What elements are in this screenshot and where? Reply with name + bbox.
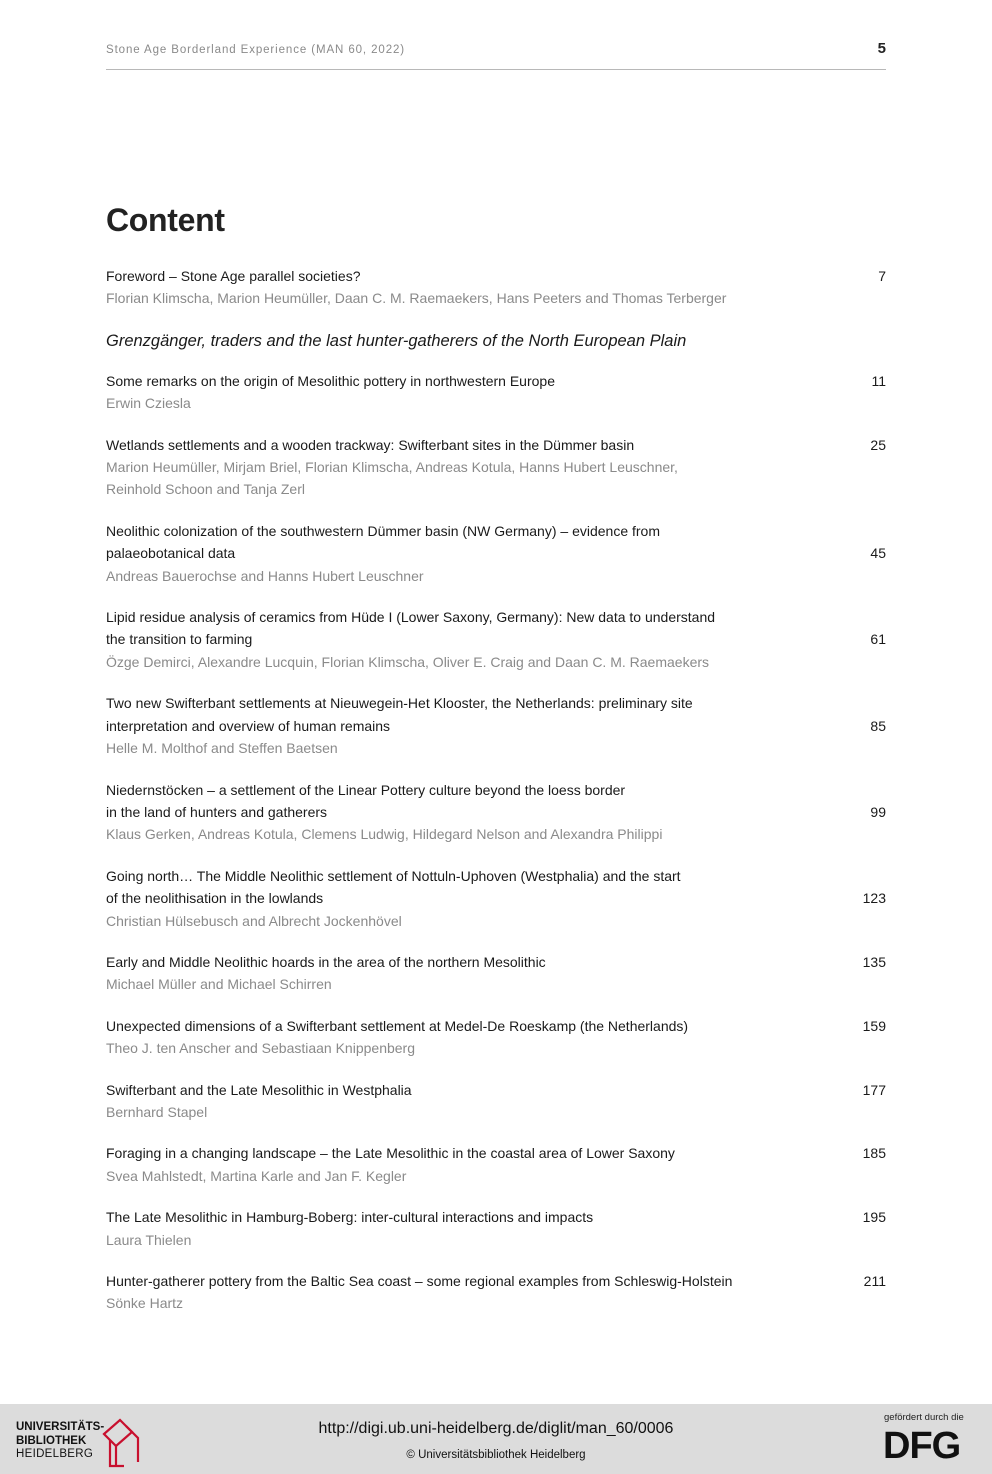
toc-entry[interactable]	[106, 434, 886, 501]
entry-title: Some remarks on the origin of Mesolithic pottery in northwestern Europe	[106, 372, 555, 389]
entry-authors: Laura Thielen	[106, 1231, 192, 1248]
entry-authors: Svea Mahlstedt, Martina Karle and Jan F. Kegler	[106, 1167, 407, 1184]
entry-title: Early and Middle Neolithic hoards in the area of the northern Mesolithic	[106, 953, 546, 970]
toc-entry[interactable]	[106, 779, 886, 846]
page-header	[106, 38, 886, 70]
entry-authors: Reinhold Schoon and Tanja Zerl	[106, 481, 305, 498]
entry-title: Neolithic colonization of the southwestern Dümmer basin (NW Germany) – evidence from	[106, 522, 661, 539]
toc-entry[interactable]	[106, 265, 886, 310]
toc-entry[interactable]	[106, 606, 886, 673]
library-logo-line: BIBLIOTHEK	[16, 1434, 87, 1447]
entry-title: Hunter-gatherer pottery from the Baltic Sea coast – some regional examples from Schleswig-Holstein	[106, 1273, 733, 1289]
entry-title: in the land of hunters and gatherers	[106, 803, 328, 820]
dfg-logo[interactable]	[883, 1426, 979, 1462]
toc-entry[interactable]	[106, 1142, 886, 1187]
entry-authors: Andreas Bauerochse and Hanns Hubert Leuschner	[106, 567, 424, 584]
entry-title: of the neolithisation in the lowlands	[106, 890, 324, 907]
table-of-contents	[106, 265, 886, 1334]
entry-title: Going north… The Middle Neolithic settlement of Nottuln-Uphoven (Westphalia) and the start	[106, 867, 681, 884]
toc-entry[interactable]	[106, 692, 886, 759]
entry-page-number: 61	[870, 631, 886, 648]
section-heading: Grenzgänger, traders and the last hunter-gatherers of the North European Plain	[106, 331, 687, 350]
entry-title: Swifterbant and the Late Mesolithic in Westphalia	[106, 1081, 412, 1098]
entry-authors: Christian Hülsebusch and Albrecht Jockenhövel	[106, 912, 402, 929]
entry-page-number: 177	[862, 1081, 886, 1098]
entry-title: Wetlands settlements and a wooden trackway: Swifterbant sites in the Dümmer basin	[106, 436, 635, 453]
running-title: Stone Age Borderland Experience (MAN 60, 2022)	[106, 44, 406, 56]
toc-entry[interactable]	[106, 370, 886, 415]
entry-title: interpretation and overview of human remains	[106, 717, 391, 734]
entry-authors: Michael Müller and Michael Schirren	[106, 976, 332, 993]
entry-page-number: 123	[862, 890, 886, 907]
entry-page-number: 25	[870, 436, 886, 453]
entry-authors: Klaus Gerken, Andreas Kotula, Clemens Ludwig, Hildegard Nelson and Alexandra Philippi	[106, 826, 663, 843]
copyright-notice: © Universitätsbibliothek Heidelberg	[406, 1449, 586, 1461]
footer-bar	[0, 1404, 992, 1474]
entry-authors: Bernhard Stapel	[106, 1103, 208, 1120]
entry-title: Unexpected dimensions of a Swifterbant settlement at Medel-De Roeskamp (the Netherlands)	[106, 1017, 689, 1034]
toc-entry[interactable]	[106, 520, 886, 587]
toc-entry[interactable]	[106, 1206, 886, 1251]
funding-note: gefördert durch die	[884, 1412, 964, 1423]
entry-authors: Marion Heumüller, Mirjam Briel, Florian Klimscha, Andreas Kotula, Hanns Hubert Leuschner,	[106, 459, 678, 476]
entry-authors: Erwin Cziesla	[106, 395, 191, 412]
entry-page-number: 185	[862, 1145, 886, 1162]
entry-title: Lipid residue analysis of ceramics from Hüde I (Lower Saxony, Germany): New data to understand	[106, 609, 716, 626]
entry-title: Niedernstöcken – a settlement of the Linear Pottery culture beyond the loess border	[106, 781, 626, 798]
entry-page-number: 135	[862, 953, 886, 970]
toc-entry[interactable]	[106, 865, 886, 932]
entry-page-number: 45	[870, 545, 886, 562]
entry-authors: Sönke Hartz	[106, 1295, 184, 1312]
page-title: Content	[106, 202, 225, 238]
library-logo-line: UNIVERSITÄTS-	[16, 1421, 105, 1433]
entry-title: Two new Swifterbant settlements at Nieuwegein-Het Klooster, the Netherlands: preliminary site	[106, 695, 693, 712]
toc-entry[interactable]	[106, 1015, 886, 1060]
toc-entry[interactable]	[106, 951, 886, 996]
entry-authors: Helle M. Molthof and Steffen Baetsen	[106, 740, 338, 757]
entry-page-number: 11	[871, 372, 886, 389]
entry-title: palaeobotanical data	[106, 545, 236, 562]
page-number: 5	[877, 40, 886, 57]
entry-title: the transition to farming	[106, 631, 253, 648]
entry-title: The Late Mesolithic in Hamburg-Boberg: inter-cultural interactions and impacts	[106, 1209, 594, 1226]
entry-page-number: 159	[862, 1017, 886, 1034]
entry-authors: Theo J. ten Anscher and Sebastiaan Knippenberg	[106, 1040, 415, 1057]
toc-entry[interactable]	[106, 1270, 886, 1315]
entry-page-number: 7	[878, 268, 886, 284]
entry-authors: Özge Demirci, Alexandre Lucquin, Florian Klimscha, Oliver E. Craig and Daan C. M. Raemaekers	[106, 653, 710, 670]
entry-page-number: 195	[862, 1209, 886, 1226]
source-url-link[interactable]: http://digi.ub.uni-heidelberg.de/diglit/man_60/0006	[318, 1420, 674, 1437]
entry-title: Foreword – Stone Age parallel societies?	[106, 268, 361, 284]
library-logo-line: HEIDELBERG	[16, 1448, 94, 1460]
dfg-logo-text: DFG	[883, 1426, 961, 1462]
entry-page-number: 99	[870, 803, 886, 820]
entry-page-number: 211	[863, 1273, 886, 1289]
entry-authors: Florian Klimscha, Marion Heumüller, Daan C. M. Raemaekers, Hans Peeters and Thomas Terberger	[106, 290, 727, 307]
entry-page-number: 85	[870, 717, 886, 734]
entry-title: Foraging in a changing landscape – the Late Mesolithic in the coastal area of Lower Saxony	[106, 1145, 675, 1162]
toc-entry[interactable]	[106, 1079, 886, 1124]
